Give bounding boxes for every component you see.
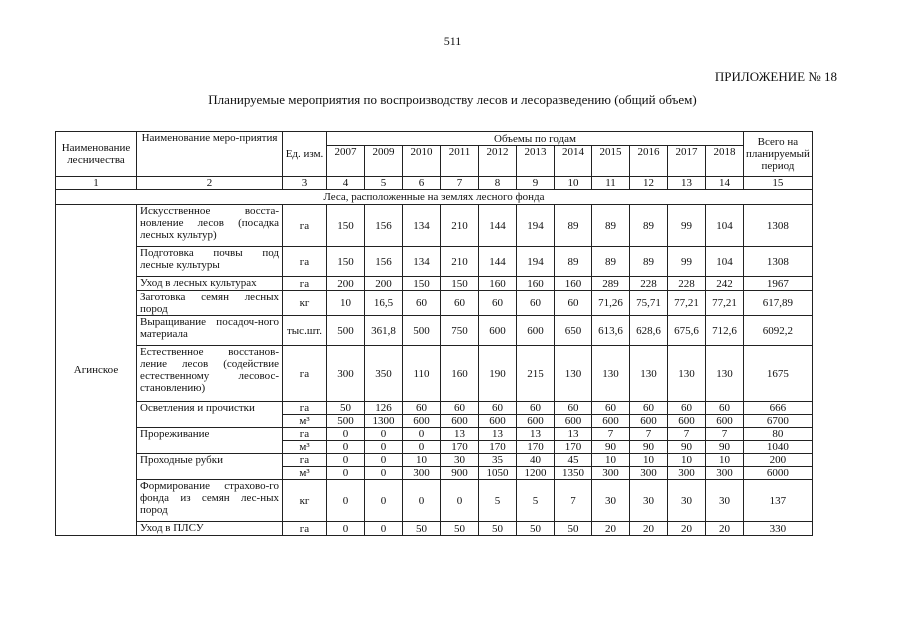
header-year: 2017 bbox=[668, 146, 706, 177]
value-cell: 40 bbox=[517, 454, 555, 467]
value-cell: 60 bbox=[403, 291, 441, 316]
column-number: 7 bbox=[441, 177, 479, 190]
activities-table bbox=[55, 131, 813, 536]
value-cell: 300 bbox=[630, 467, 668, 480]
activity-name: Уход в лесных культурах bbox=[137, 277, 283, 291]
value-cell: 60 bbox=[517, 402, 555, 415]
header-total: Всего на планируемый период bbox=[744, 132, 813, 177]
value-cell: 130 bbox=[555, 346, 592, 402]
column-number: 2 bbox=[137, 177, 283, 190]
value-cell: 45 bbox=[555, 454, 592, 467]
value-cell: 7 bbox=[706, 428, 744, 441]
value-cell: 160 bbox=[441, 346, 479, 402]
value-cell: 30 bbox=[668, 480, 706, 522]
page-title: Планируемые мероприятия по воспроизводству лесов и лесоразведению (общий объем) bbox=[208, 92, 697, 107]
value-cell: 600 bbox=[403, 415, 441, 428]
value-cell: 89 bbox=[555, 205, 592, 247]
unit-cell: м³ bbox=[283, 441, 327, 454]
activity-name: Подготовка почвы под лесные культуры bbox=[137, 247, 283, 277]
value-cell: 5 bbox=[517, 480, 555, 522]
value-cell: 300 bbox=[327, 346, 365, 402]
header-year: 2018 bbox=[706, 146, 744, 177]
value-cell: 0 bbox=[365, 467, 403, 480]
value-cell: 1350 bbox=[555, 467, 592, 480]
value-cell: 60 bbox=[479, 402, 517, 415]
total-cell: 1308 bbox=[744, 205, 813, 247]
column-number: 10 bbox=[555, 177, 592, 190]
value-cell: 600 bbox=[517, 316, 555, 346]
value-cell: 144 bbox=[479, 205, 517, 247]
value-cell: 361,8 bbox=[365, 316, 403, 346]
value-cell: 600 bbox=[479, 316, 517, 346]
value-cell: 10 bbox=[668, 454, 706, 467]
value-cell: 104 bbox=[706, 247, 744, 277]
value-cell: 200 bbox=[327, 277, 365, 291]
value-cell: 0 bbox=[327, 454, 365, 467]
column-number: 13 bbox=[668, 177, 706, 190]
value-cell: 210 bbox=[441, 247, 479, 277]
total-cell: 617,89 bbox=[744, 291, 813, 316]
total-cell: 137 bbox=[744, 480, 813, 522]
table-row bbox=[56, 402, 813, 415]
activity-name: Проходные рубки bbox=[137, 454, 283, 480]
value-cell: 170 bbox=[441, 441, 479, 454]
value-cell: 126 bbox=[365, 402, 403, 415]
value-cell: 130 bbox=[706, 346, 744, 402]
value-cell: 10 bbox=[630, 454, 668, 467]
unit-cell: м³ bbox=[283, 467, 327, 480]
value-cell: 300 bbox=[403, 467, 441, 480]
column-number: 11 bbox=[592, 177, 630, 190]
value-cell: 600 bbox=[555, 415, 592, 428]
header-forestry: Наименование лесничества bbox=[56, 132, 137, 177]
total-cell: 6700 bbox=[744, 415, 813, 428]
table-row bbox=[56, 428, 813, 441]
value-cell: 350 bbox=[365, 346, 403, 402]
value-cell: 228 bbox=[668, 277, 706, 291]
value-cell: 600 bbox=[441, 415, 479, 428]
value-cell: 50 bbox=[327, 402, 365, 415]
value-cell: 13 bbox=[441, 428, 479, 441]
header-unit: Ед. изм. bbox=[283, 132, 327, 177]
value-cell: 89 bbox=[630, 247, 668, 277]
table-row bbox=[56, 247, 813, 277]
activity-name: Искусственное восста-новление лесов (посадка лесных культур) bbox=[137, 205, 283, 247]
value-cell: 99 bbox=[668, 247, 706, 277]
value-cell: 60 bbox=[441, 291, 479, 316]
column-number: 8 bbox=[479, 177, 517, 190]
value-cell: 50 bbox=[403, 522, 441, 536]
value-cell: 1200 bbox=[517, 467, 555, 480]
value-cell: 89 bbox=[592, 205, 630, 247]
value-cell: 60 bbox=[479, 291, 517, 316]
value-cell: 104 bbox=[706, 205, 744, 247]
value-cell: 160 bbox=[479, 277, 517, 291]
value-cell: 0 bbox=[365, 454, 403, 467]
value-cell: 35 bbox=[479, 454, 517, 467]
value-cell: 30 bbox=[592, 480, 630, 522]
value-cell: 13 bbox=[479, 428, 517, 441]
unit-cell: кг bbox=[283, 291, 327, 316]
value-cell: 194 bbox=[517, 247, 555, 277]
column-number: 12 bbox=[630, 177, 668, 190]
total-cell: 1967 bbox=[744, 277, 813, 291]
value-cell: 90 bbox=[592, 441, 630, 454]
activity-name: Заготовка семян лесных пород bbox=[137, 291, 283, 316]
table-row bbox=[56, 291, 813, 316]
table-row bbox=[56, 480, 813, 522]
header-activity: Наименование меро-приятия bbox=[137, 132, 283, 177]
value-cell: 750 bbox=[441, 316, 479, 346]
value-cell: 300 bbox=[668, 467, 706, 480]
value-cell: 0 bbox=[441, 480, 479, 522]
value-cell: 130 bbox=[668, 346, 706, 402]
header-year: 2010 bbox=[403, 146, 441, 177]
value-cell: 16,5 bbox=[365, 291, 403, 316]
value-cell: 20 bbox=[668, 522, 706, 536]
value-cell: 134 bbox=[403, 247, 441, 277]
total-cell: 1675 bbox=[744, 346, 813, 402]
total-cell: 1040 bbox=[744, 441, 813, 454]
value-cell: 600 bbox=[517, 415, 555, 428]
header-volumes: Объемы по годам bbox=[327, 132, 744, 146]
value-cell: 50 bbox=[555, 522, 592, 536]
value-cell: 1050 bbox=[479, 467, 517, 480]
activity-name: Формирование страхово-го фонда из семян лес-ных пород bbox=[137, 480, 283, 522]
value-cell: 156 bbox=[365, 205, 403, 247]
unit-cell: тыс.шт. bbox=[283, 316, 327, 346]
column-number: 4 bbox=[327, 177, 365, 190]
unit-cell: га bbox=[283, 402, 327, 415]
value-cell: 150 bbox=[327, 205, 365, 247]
header-year: 2016 bbox=[630, 146, 668, 177]
value-cell: 50 bbox=[479, 522, 517, 536]
value-cell: 60 bbox=[555, 402, 592, 415]
value-cell: 0 bbox=[327, 522, 365, 536]
column-number: 5 bbox=[365, 177, 403, 190]
value-cell: 600 bbox=[630, 415, 668, 428]
value-cell: 242 bbox=[706, 277, 744, 291]
value-cell: 0 bbox=[403, 441, 441, 454]
unit-cell: га bbox=[283, 522, 327, 536]
value-cell: 0 bbox=[403, 480, 441, 522]
value-cell: 77,21 bbox=[706, 291, 744, 316]
value-cell: 600 bbox=[668, 415, 706, 428]
value-cell: 13 bbox=[555, 428, 592, 441]
value-cell: 0 bbox=[365, 522, 403, 536]
table-row bbox=[56, 205, 813, 247]
value-cell: 30 bbox=[630, 480, 668, 522]
value-cell: 89 bbox=[555, 247, 592, 277]
value-cell: 30 bbox=[441, 454, 479, 467]
value-cell: 190 bbox=[479, 346, 517, 402]
value-cell: 0 bbox=[365, 428, 403, 441]
appendix-label: ПРИЛОЖЕНИЕ № 18 bbox=[714, 69, 837, 84]
value-cell: 150 bbox=[441, 277, 479, 291]
value-cell: 130 bbox=[630, 346, 668, 402]
value-cell: 90 bbox=[630, 441, 668, 454]
value-cell: 0 bbox=[403, 428, 441, 441]
value-cell: 60 bbox=[517, 291, 555, 316]
table-row bbox=[56, 346, 813, 402]
value-cell: 134 bbox=[403, 205, 441, 247]
value-cell: 156 bbox=[365, 247, 403, 277]
total-cell: 330 bbox=[744, 522, 813, 536]
value-cell: 300 bbox=[592, 467, 630, 480]
unit-cell: кг bbox=[283, 480, 327, 522]
value-cell: 60 bbox=[592, 402, 630, 415]
value-cell: 7 bbox=[668, 428, 706, 441]
value-cell: 210 bbox=[441, 205, 479, 247]
value-cell: 500 bbox=[327, 316, 365, 346]
value-cell: 500 bbox=[327, 415, 365, 428]
value-cell: 13 bbox=[517, 428, 555, 441]
page-number: 511 bbox=[443, 34, 462, 48]
value-cell: 0 bbox=[365, 480, 403, 522]
activity-name: Уход в ПЛСУ bbox=[137, 522, 283, 536]
value-cell: 10 bbox=[403, 454, 441, 467]
value-cell: 71,26 bbox=[592, 291, 630, 316]
header-year: 2009 bbox=[365, 146, 403, 177]
value-cell: 228 bbox=[630, 277, 668, 291]
unit-cell: га bbox=[283, 205, 327, 247]
table-row bbox=[56, 454, 813, 467]
value-cell: 150 bbox=[327, 247, 365, 277]
value-cell: 500 bbox=[403, 316, 441, 346]
activity-name: Естественное восстанов-ление лесов (содействие естественному лесовос-становлению) bbox=[137, 346, 283, 402]
value-cell: 90 bbox=[668, 441, 706, 454]
value-cell: 150 bbox=[403, 277, 441, 291]
header-year: 2012 bbox=[479, 146, 517, 177]
value-cell: 600 bbox=[706, 415, 744, 428]
value-cell: 50 bbox=[517, 522, 555, 536]
value-cell: 650 bbox=[555, 316, 592, 346]
value-cell: 89 bbox=[592, 247, 630, 277]
value-cell: 900 bbox=[441, 467, 479, 480]
total-cell: 200 bbox=[744, 454, 813, 467]
header-year: 2014 bbox=[555, 146, 592, 177]
value-cell: 628,6 bbox=[630, 316, 668, 346]
value-cell: 0 bbox=[327, 428, 365, 441]
value-cell: 7 bbox=[630, 428, 668, 441]
header-year: 2011 bbox=[441, 146, 479, 177]
value-cell: 160 bbox=[555, 277, 592, 291]
total-cell: 80 bbox=[744, 428, 813, 441]
value-cell: 130 bbox=[592, 346, 630, 402]
value-cell: 60 bbox=[403, 402, 441, 415]
value-cell: 10 bbox=[706, 454, 744, 467]
value-cell: 0 bbox=[327, 441, 365, 454]
value-cell: 1300 bbox=[365, 415, 403, 428]
value-cell: 89 bbox=[630, 205, 668, 247]
activity-name: Выращивание посадоч-ного материала bbox=[137, 316, 283, 346]
value-cell: 75,71 bbox=[630, 291, 668, 316]
unit-cell: га bbox=[283, 277, 327, 291]
value-cell: 194 bbox=[517, 205, 555, 247]
value-cell: 144 bbox=[479, 247, 517, 277]
value-cell: 20 bbox=[592, 522, 630, 536]
total-cell: 6000 bbox=[744, 467, 813, 480]
value-cell: 613,6 bbox=[592, 316, 630, 346]
section-label: Леса, расположенные на землях лесного фонда bbox=[56, 190, 813, 205]
column-number: 14 bbox=[706, 177, 744, 190]
total-cell: 666 bbox=[744, 402, 813, 415]
value-cell: 77,21 bbox=[668, 291, 706, 316]
value-cell: 20 bbox=[706, 522, 744, 536]
value-cell: 600 bbox=[592, 415, 630, 428]
activity-name: Осветления и прочистки bbox=[137, 402, 283, 428]
unit-cell: м³ bbox=[283, 415, 327, 428]
value-cell: 7 bbox=[592, 428, 630, 441]
value-cell: 7 bbox=[555, 480, 592, 522]
value-cell: 0 bbox=[327, 467, 365, 480]
unit-cell: га bbox=[283, 428, 327, 441]
value-cell: 60 bbox=[630, 402, 668, 415]
value-cell: 5 bbox=[479, 480, 517, 522]
value-cell: 170 bbox=[479, 441, 517, 454]
value-cell: 60 bbox=[441, 402, 479, 415]
value-cell: 600 bbox=[479, 415, 517, 428]
unit-cell: га bbox=[283, 454, 327, 467]
column-number: 9 bbox=[517, 177, 555, 190]
value-cell: 160 bbox=[517, 277, 555, 291]
header-year: 2015 bbox=[592, 146, 630, 177]
value-cell: 10 bbox=[327, 291, 365, 316]
value-cell: 0 bbox=[365, 441, 403, 454]
value-cell: 675,6 bbox=[668, 316, 706, 346]
table-row bbox=[56, 522, 813, 536]
value-cell: 215 bbox=[517, 346, 555, 402]
value-cell: 200 bbox=[365, 277, 403, 291]
header-year: 2013 bbox=[517, 146, 555, 177]
value-cell: 60 bbox=[668, 402, 706, 415]
value-cell: 50 bbox=[441, 522, 479, 536]
value-cell: 170 bbox=[517, 441, 555, 454]
value-cell: 30 bbox=[706, 480, 744, 522]
value-cell: 300 bbox=[706, 467, 744, 480]
value-cell: 90 bbox=[706, 441, 744, 454]
unit-cell: га bbox=[283, 247, 327, 277]
header-year: 2007 bbox=[327, 146, 365, 177]
value-cell: 170 bbox=[555, 441, 592, 454]
activity-name: Прореживание bbox=[137, 428, 283, 454]
value-cell: 10 bbox=[592, 454, 630, 467]
value-cell: 289 bbox=[592, 277, 630, 291]
value-cell: 60 bbox=[555, 291, 592, 316]
column-number: 1 bbox=[56, 177, 137, 190]
value-cell: 712,6 bbox=[706, 316, 744, 346]
table-row bbox=[56, 277, 813, 291]
unit-cell: га bbox=[283, 346, 327, 402]
forestry-name: Агинское bbox=[56, 205, 137, 536]
column-number: 15 bbox=[744, 177, 813, 190]
table-row bbox=[56, 316, 813, 346]
total-cell: 1308 bbox=[744, 247, 813, 277]
column-number: 3 bbox=[283, 177, 327, 190]
column-number: 6 bbox=[403, 177, 441, 190]
total-cell: 6092,2 bbox=[744, 316, 813, 346]
value-cell: 20 bbox=[630, 522, 668, 536]
value-cell: 0 bbox=[327, 480, 365, 522]
value-cell: 60 bbox=[706, 402, 744, 415]
value-cell: 110 bbox=[403, 346, 441, 402]
value-cell: 99 bbox=[668, 205, 706, 247]
